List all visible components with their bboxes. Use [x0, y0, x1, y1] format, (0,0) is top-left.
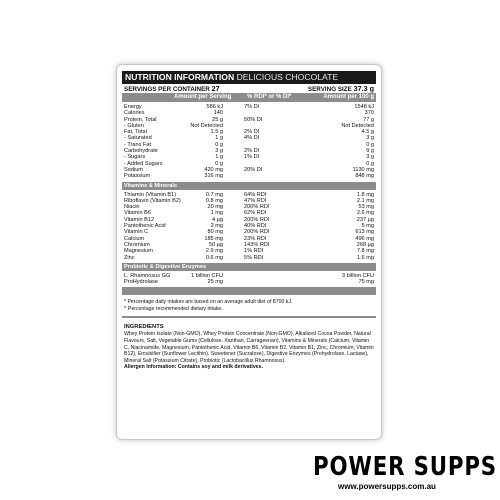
rdi-value: 2% DI [244, 148, 260, 155]
amount-per-100g: 7.8 mg [356, 248, 374, 255]
probiotic-header: Probiotic & Digestive Enzymes [122, 263, 376, 271]
rdi-value: 200% RDI [244, 229, 270, 236]
nutrient-name: Magnesium [124, 248, 153, 255]
rdi-value: 7% DI [244, 104, 260, 110]
serving-size-label: SERVING SIZE [307, 86, 352, 93]
amount-per-100g: 1.8 mg [356, 191, 374, 198]
brand-url: www.powersupps.com.au [338, 482, 436, 491]
nutrient-name: Protein, Total [124, 116, 157, 123]
amount-per-100g: 2.1 mg [356, 197, 374, 204]
rdi-value: 47% RDI [244, 197, 267, 204]
nutrient-name: Riboflavin (Vitamin B2) [124, 197, 181, 204]
amount-per-serving: 140 [213, 110, 223, 117]
ingredients-text [122, 331, 376, 371]
vitamin-rows [122, 190, 376, 261]
amount-per-serving: 2 mg [210, 223, 223, 230]
nutrient-name: Zinc [124, 254, 135, 261]
amount-per-100g: 613 mg [355, 229, 374, 236]
nutrient-name: - Added Sugars [124, 160, 163, 167]
amount-per-100g: 2.6 mg [356, 210, 374, 217]
nutrient-name: L. Rhamnosus GG [124, 272, 171, 279]
servings-per-container [124, 84, 220, 93]
nutrient-name: Calcium [124, 235, 145, 242]
rdi-value: 143% RDI [244, 241, 270, 248]
nutrient-name: Energy [124, 104, 142, 110]
amount-per-100g: 4.5 g [361, 129, 374, 136]
footnote-rdi: ^ Percentage recommended dietary intake. [124, 305, 223, 312]
rdi-value: 1% RDI [244, 248, 264, 255]
amount-per-serving: 1 g [215, 154, 223, 161]
nutrient-name: Pantothenic Acid [124, 223, 166, 230]
amount-per-serving: 1.5 g [210, 129, 223, 136]
amount-per-serving: 1 g [215, 135, 223, 142]
nutrient-name: Sodium [124, 166, 143, 173]
allergen-info: Allergen Information: Contains soy and milk derivatives. [124, 364, 263, 371]
col-per-serving: Amount per Serving [174, 94, 232, 100]
nutrient-name: - Sugars [124, 154, 146, 161]
nutrient-name: Vitamin C [124, 229, 149, 236]
amount-per-serving: 0 g [215, 160, 223, 167]
title-flavour: DELICIOUS CHOCOLATE [236, 72, 339, 82]
amount-per-100g: 496 mg [355, 235, 374, 242]
amount-per-100g: 237 µg [356, 216, 374, 223]
amount-per-100g: 3 billion CFU [341, 272, 374, 279]
amount-per-serving: 420 mg [204, 166, 223, 173]
brand-logo: POWER SUPPS [313, 452, 497, 482]
servings-line [122, 84, 376, 93]
rdi-value: 1% DI [244, 154, 260, 161]
amount-per-serving: 4 µg [212, 216, 223, 223]
amount-per-serving: 586 kJ [206, 104, 223, 110]
column-headers [122, 93, 376, 102]
amount-per-serving: 2.9 mg [205, 248, 223, 255]
amount-per-serving: 316 mg [204, 173, 223, 180]
nutrient-name: Niacin [124, 204, 140, 211]
serving-size [308, 84, 374, 93]
col-per-100g: Amount per 100 g [323, 94, 374, 100]
rdi-value: 20% DI [244, 166, 263, 173]
servings-per-container-value: 27 [211, 84, 220, 93]
amount-per-serving: 0.7 mg [205, 191, 223, 198]
table-row [122, 173, 376, 179]
amount-per-100g: 53 mg [358, 204, 374, 211]
amount-per-serving: 80 mg [207, 229, 223, 236]
amount-per-100g: 1130 mg [352, 166, 374, 173]
title-bold: NUTRITION INFORMATION [125, 72, 235, 82]
amount-per-100g: 268 µg [356, 241, 374, 248]
nutrient-name: Potassium [124, 173, 151, 180]
ingredients-heading: INGREDIENTS [122, 316, 376, 331]
nutrient-name: Fat, Total [124, 129, 147, 136]
amount-per-serving: 50 µg [208, 241, 223, 248]
probiotic-rows [122, 271, 376, 286]
amount-per-serving: 185 mg [204, 235, 223, 242]
nutrient-name: Thiamin (Vitamin B1) [124, 191, 177, 198]
amount-per-serving: 20 mg [207, 204, 223, 211]
amount-per-serving: 0.8 mg [205, 197, 223, 204]
footnotes [122, 295, 376, 314]
rdi-value: 23% RDI [244, 235, 267, 242]
nutrient-rows [122, 102, 376, 180]
nutrient-name: Chromium [124, 241, 150, 248]
rdi-value: 200% RDI [244, 204, 270, 211]
amount-per-100g: Not Detected [341, 122, 374, 129]
nutrient-name: - Gluten [124, 122, 144, 129]
nutrient-name: - Saturated [124, 135, 152, 142]
rdi-value: 64% RDI [244, 191, 267, 198]
amount-per-100g: 1548 kJ [354, 104, 374, 110]
amount-per-100g: 9 g [366, 148, 374, 155]
vitamins-header: Vitamins & Minerals [122, 182, 376, 190]
amount-per-100g: 3 g [366, 154, 374, 161]
rdi-value: 2% DI [244, 129, 260, 136]
ingredients-list: Whey Protein Isolate (Non-GMO), Whey Protein Concentrate (Non-GMO), Alkalized Cocoa Powder, Natural Flavours, Salt, Vegetable Gums (Cellulose, Xanthan, Carrageenan), Vitamins & Minerals (Calcium, Vitamin C, Niacinamide, Magnesium, Pantothenic Acid, Vitamin B6, Vitamin B2, Vitamin B1, Zinc, Chromium, Vitamin B12), Emulsifier (Sunflower Lecithin), Sweetener (Sucralose), Digestive Enzymes (Prohydrolase, Lactase), Mineral Salt (Potassium Citrate), Probiotic (Lactobacillus Rhamnosus). [124, 331, 374, 364]
amount-per-100g: 77 g [363, 116, 374, 123]
rdi-value: 4% DI [244, 135, 260, 142]
amount-per-100g: 75 mg [358, 279, 374, 286]
separator-bar [122, 287, 376, 295]
nutrient-name: Calories [124, 110, 145, 117]
rdi-value: 62% RDI [244, 210, 267, 217]
amount-per-serving: 0.6 mg [205, 254, 223, 261]
nutrient-name: - Trans Fat [124, 141, 152, 148]
amount-per-100g: 848 mg [355, 173, 374, 180]
rdi-value: 5% RDI [244, 254, 264, 261]
footnote-di: * Percentage daily intakes are based on an average adult diet of 8700 kJ. [124, 299, 293, 306]
table-row [122, 255, 376, 261]
amount-per-serving: 1 billion CFU [190, 272, 223, 279]
nutrition-panel [116, 64, 382, 440]
rdi-value: 40% RDI [244, 223, 267, 230]
amount-per-serving: 0 g [215, 141, 223, 148]
panel-title [122, 71, 376, 84]
nutrient-name: Vitamin B12 [124, 216, 155, 223]
col-rdi: % RDI* or % DI* [247, 94, 292, 100]
amount-per-100g: 1.6 mg [356, 254, 374, 261]
amount-per-serving: Not Detected [190, 122, 223, 129]
serving-size-value: 37.3 g [353, 84, 374, 93]
amount-per-100g: 370 [364, 110, 374, 117]
servings-per-container-label: SERVINGS PER CONTAINER [124, 86, 210, 93]
amount-per-100g: 3 g [366, 135, 374, 142]
amount-per-100g: 5 mg [361, 223, 374, 230]
nutrient-name: ProHydrolase [124, 279, 158, 286]
amount-per-100g: 0 g [366, 141, 374, 148]
amount-per-100g: 0 g [366, 160, 374, 167]
nutrient-name: Vitamin B6 [124, 210, 151, 217]
amount-per-serving: 25 g [212, 116, 223, 123]
amount-per-serving: 25 mg [207, 279, 223, 286]
amount-per-serving: 3 g [215, 148, 223, 155]
amount-per-serving: 1 mg [210, 210, 223, 217]
rdi-value: 200% RDI [244, 216, 270, 223]
nutrient-name: Carbohydrate [124, 148, 158, 155]
rdi-value: 50% DI [244, 116, 263, 123]
table-row [122, 279, 376, 285]
